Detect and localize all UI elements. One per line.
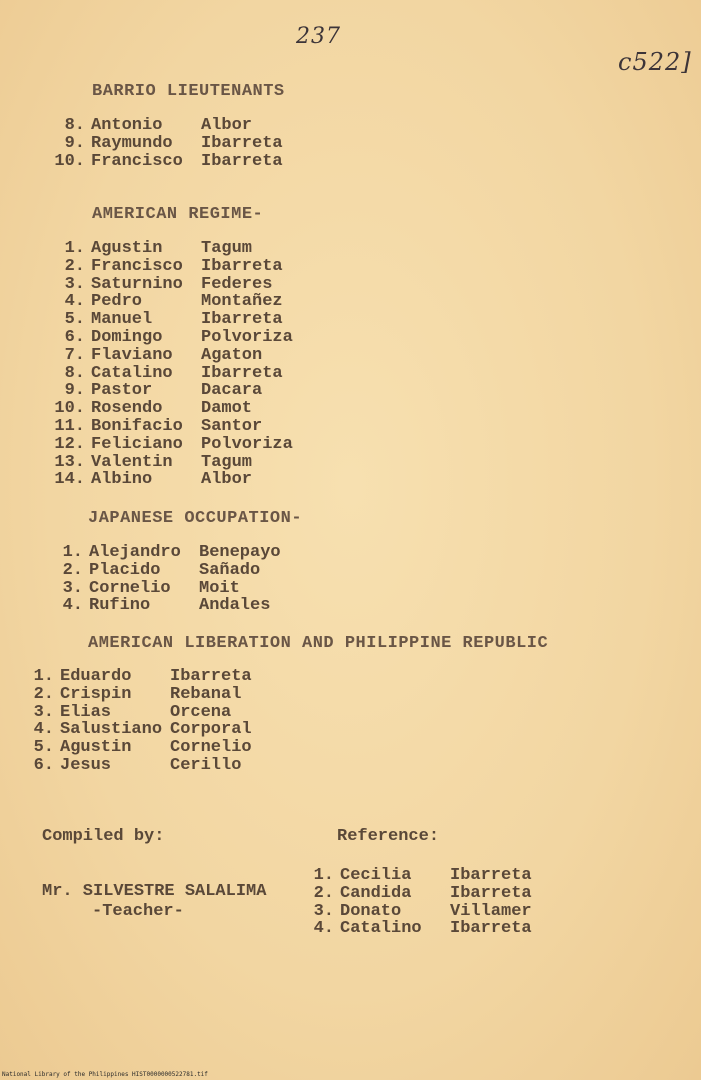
first-name: Pedro: [91, 292, 143, 312]
first-name: Saturnino: [91, 274, 183, 294]
first-name: Cornelio: [89, 578, 171, 598]
item-number: 1.: [64, 239, 85, 258]
first-name: Jesus: [60, 755, 112, 775]
last-name: Agaton: [201, 345, 263, 365]
last-name: Cerillo: [170, 755, 242, 775]
first-name: Francisco: [91, 151, 183, 171]
first-name: Domingo: [91, 327, 163, 347]
item-number: 4.: [64, 292, 85, 312]
last-name: Villamer: [450, 901, 532, 921]
first-name: Alejandro: [89, 543, 181, 562]
last-name: Moit: [199, 578, 240, 598]
last-name: Tagum: [201, 452, 253, 472]
last-name: Ibarreta: [450, 919, 532, 939]
last-name: Rebanal: [170, 684, 242, 704]
last-name: Albor: [201, 470, 253, 490]
first-name: Antonio: [91, 116, 163, 135]
item-number: 1.: [62, 543, 83, 562]
last-name: Federes: [201, 274, 273, 294]
first-name: Agustin: [91, 239, 163, 258]
compiler-role: -Teacher-: [92, 902, 184, 921]
item-number: 1.: [313, 866, 334, 885]
item-number: 6.: [64, 327, 85, 347]
first-name: Eduardo: [60, 667, 132, 686]
first-name: Pastor: [91, 381, 153, 401]
item-number: 13.: [54, 452, 85, 472]
archive-code-annotation: c522]: [618, 48, 692, 76]
item-number: 1.: [33, 667, 54, 686]
japanese-occupation-heading: JAPANESE OCCUPATION-: [88, 509, 303, 528]
first-name: Valentin: [91, 452, 173, 472]
american-regime-heading: AMERICAN REGIME-: [92, 205, 264, 224]
item-number: 4.: [313, 919, 334, 939]
last-name: Cornelio: [170, 738, 252, 758]
item-number: 3.: [33, 702, 54, 722]
item-number: 10.: [54, 151, 85, 171]
last-name: Dacara: [201, 381, 263, 401]
last-name: Ibarreta: [201, 151, 283, 171]
last-name: Ibarreta: [201, 363, 283, 383]
last-name: Benepayo: [199, 543, 281, 562]
first-name: Bonifacio: [91, 416, 183, 436]
item-number: 4.: [62, 596, 83, 616]
item-number: 7.: [64, 345, 85, 365]
last-name: Ibarreta: [450, 866, 532, 885]
last-name: Ibarreta: [450, 883, 532, 903]
first-name: Crispin: [60, 684, 132, 704]
last-name: Santor: [201, 416, 263, 436]
last-name: Tagum: [201, 239, 253, 258]
item-number: 3.: [62, 578, 83, 598]
item-number: 9.: [64, 381, 85, 401]
item-number: 9.: [64, 133, 85, 153]
reference-label: Reference:: [337, 827, 440, 846]
compiler-name: Mr. SILVESTRE SALALIMA: [42, 882, 267, 901]
item-number: 2.: [62, 560, 83, 580]
last-name: Corporal: [170, 720, 252, 740]
last-name: Orcena: [170, 702, 232, 722]
archive-caption: National Library of the Philippines HIST0000000522781.tif: [2, 1071, 208, 1078]
first-name: Placido: [89, 560, 161, 580]
first-name: Donato: [340, 901, 402, 921]
item-number: 12.: [54, 434, 85, 454]
first-name: Manuel: [91, 310, 153, 330]
first-name: Francisco: [91, 256, 183, 276]
first-name: Feliciano: [91, 434, 183, 454]
last-name: Ibarreta: [201, 310, 283, 330]
last-name: Damot: [201, 399, 253, 419]
item-number: 10.: [54, 399, 85, 419]
first-name: Rosendo: [91, 399, 163, 419]
bleed-through: [330, 150, 339, 167]
first-name: Candida: [340, 883, 412, 903]
last-name: Ibarreta: [201, 256, 283, 276]
item-number: 8.: [64, 363, 85, 383]
first-name: Raymundo: [91, 133, 173, 153]
last-name: Polvoriza: [201, 327, 293, 347]
first-name: Catalino: [91, 363, 173, 383]
item-number: 2.: [313, 883, 334, 903]
last-name: Albor: [201, 116, 253, 135]
item-number: 14.: [54, 470, 85, 490]
page-number-annotation: 237: [296, 24, 341, 49]
item-number: 5.: [64, 310, 85, 330]
last-name: Andales: [199, 596, 271, 616]
item-number: 2.: [64, 256, 85, 276]
american-liberation-heading: AMERICAN LIBERATION AND PHILIPPINE REPUBLIC: [88, 634, 549, 653]
barrio-lieutenants-heading: BARRIO LIEUTENANTS: [92, 82, 285, 101]
last-name: Polvoriza: [201, 434, 293, 454]
first-name: Rufino: [89, 596, 151, 616]
first-name: Elias: [60, 702, 112, 722]
first-name: Catalino: [340, 919, 422, 939]
item-number: 3.: [64, 274, 85, 294]
compiled-by-label: Compiled by:: [42, 827, 165, 846]
item-number: 4.: [33, 720, 54, 740]
last-name: Montañez: [201, 292, 283, 312]
item-number: 3.: [313, 901, 334, 921]
item-number: 2.: [33, 684, 54, 704]
first-name: Flaviano: [91, 345, 173, 365]
last-name: Sañado: [199, 560, 261, 580]
item-number: 11.: [54, 416, 85, 436]
first-name: Salustiano: [60, 720, 163, 740]
first-name: Cecilia: [340, 866, 412, 885]
first-name: Albino: [91, 470, 153, 490]
last-name: Ibarreta: [170, 667, 252, 686]
last-name: Ibarreta: [201, 133, 283, 153]
item-number: 5.: [33, 738, 54, 758]
first-name: Agustin: [60, 738, 132, 758]
item-number: 6.: [33, 755, 54, 775]
item-number: 8.: [64, 116, 85, 135]
